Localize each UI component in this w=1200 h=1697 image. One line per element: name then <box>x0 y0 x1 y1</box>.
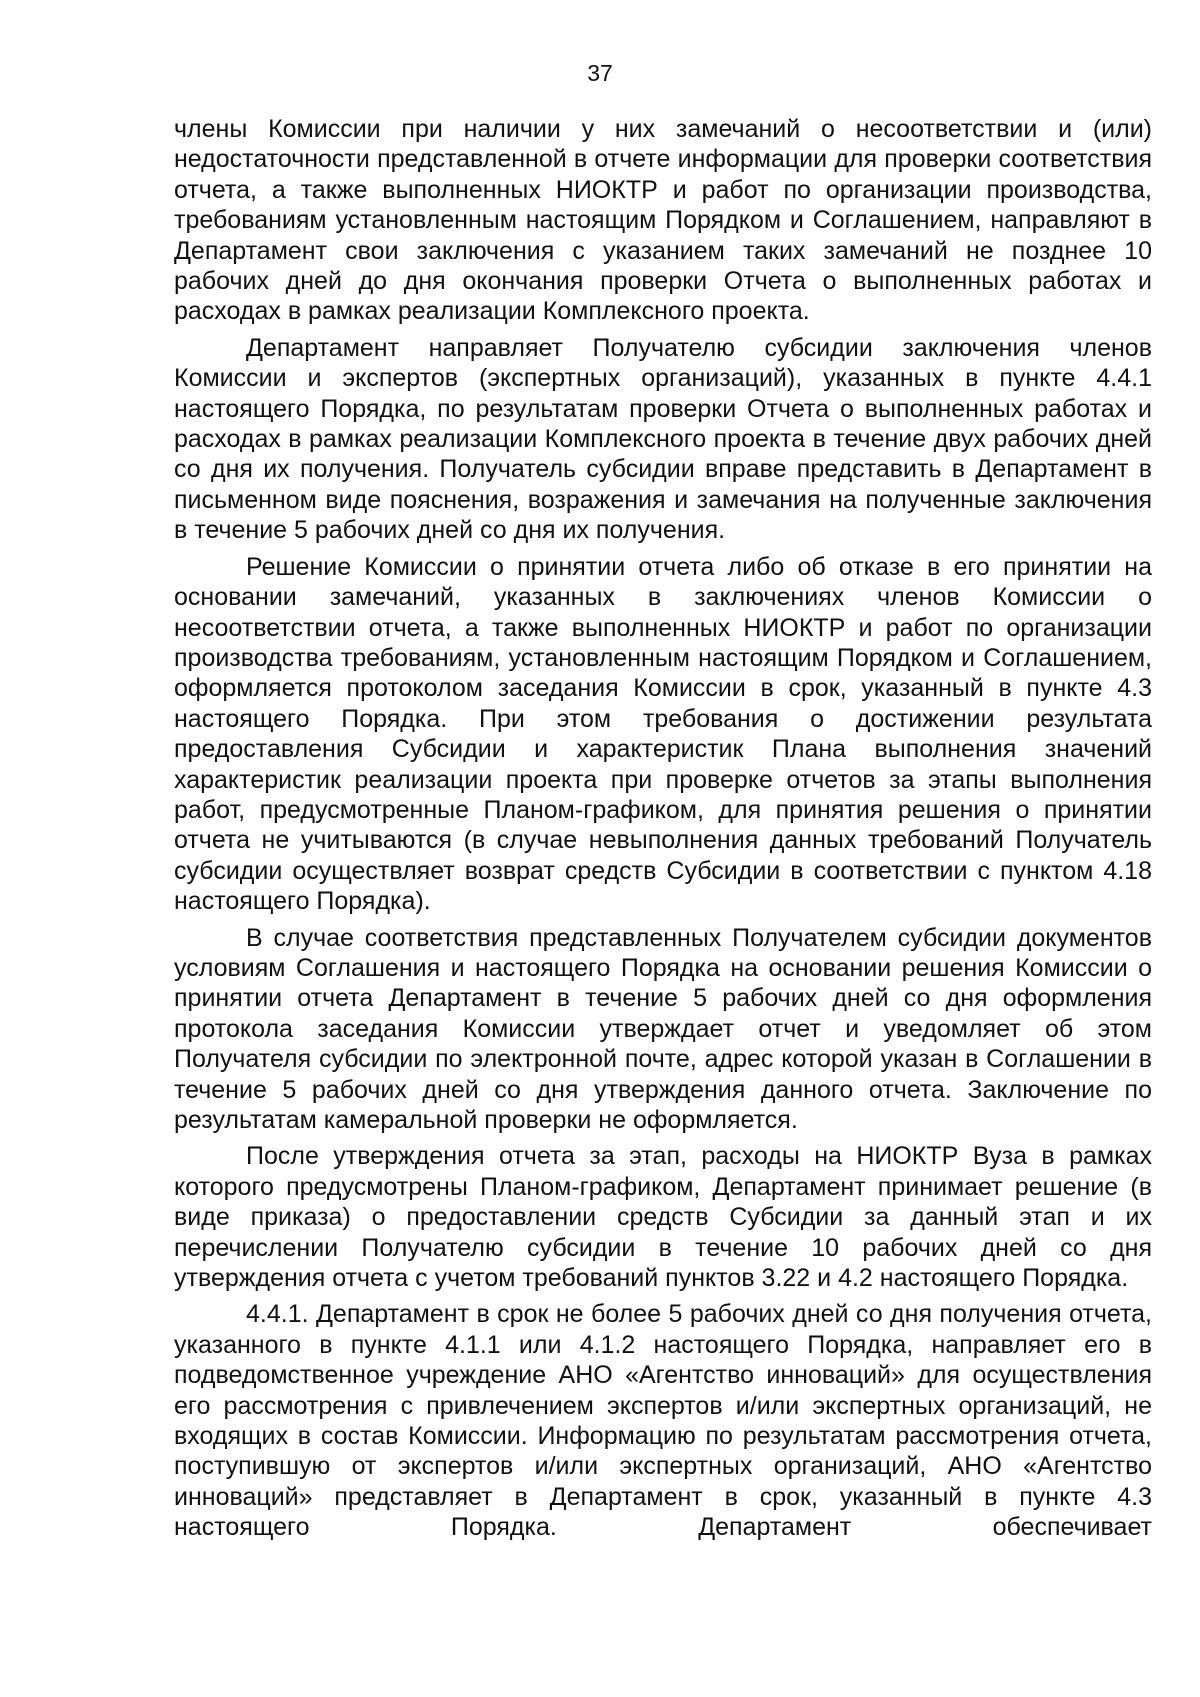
paragraph: Департамент направляет Получателю субсидии заключения членов Комиссии и экспертов (экспертных организаций), указанных в пункте 4.4.1 настоящего Порядка, по результатам проверки Отчета о выполненных работах и расходах в рамках реализации Комплексного проекта в течение двух рабочих дней со дня их получения. Получатель субсидии вправе представить в Департамент в письменном виде пояснения, возражения и замечания на полученные заключения в течение 5 рабочих дней со дня их получения. <box>174 333 1152 545</box>
document-body <box>174 114 1152 1549</box>
page-number: 37 <box>587 60 613 86</box>
paragraph: Решение Комиссии о принятии отчета либо об отказе в его принятии на основании замечаний, указанных в заключениях членов Комиссии о несоответствии отчета, а также выполненных НИОКТР и работ по организации производства требованиям, установленным настоящим Порядком и Соглашением, оформляется протоколом заседания Комиссии в срок, указанный в пункте 4.3 настоящего Порядка. При этом требования о достижении результата предоставления Субсидии и характеристик Плана выполнения значений характеристик реализации проекта при проверке отчетов за этапы выполнения работ, предусмотренные Планом-графиком, для принятия решения о принятии отчета не учитываются (в случае невыполнения данных требований Получатель субсидии осуществляет возврат средств Субсидии в соответствии с пунктом 4.18 настоящего Порядка). <box>174 552 1152 916</box>
paragraph: члены Комиссии при наличии у них замечаний о несоответствии и (или) недостаточности представленной в отчете информации для проверки соответствия отчета, а также выполненных НИОКТР и работ по организации производства, требованиям установленным настоящим Порядком и Соглашением, направляют в Департамент свои заключения с указанием таких замечаний не позднее 10 рабочих дней до дня окончания проверки Отчета о выполненных работах и расходах в рамках реализации Комплексного проекта. <box>174 115 1152 326</box>
paragraph: 4.4.1. Департамент в срок не более 5 рабочих дней со дня получения отчета, указанного в пункте 4.1.1 или 4.1.2 настоящего Порядка, направляет его в подведомственное учреждение АНО «Агентство инноваций» для осуществления его рассмотрения с привлечением экспертов и/или экспертных организаций, не входящих в состав Комиссии. Информацию по результатам рассмотрения отчета, поступившую от экспертов и/или экспертных организаций, АНО «Агентство инноваций» представляет в Департамент в срок, указанный в пункте 4.3 настоящего Порядка. Департамент обеспечивает <box>174 1300 1152 1542</box>
paragraph: В случае соответствия представленных Получателем субсидии документов условиям Соглашения и настоящего Порядка на основании решения Комиссии о принятии отчета Департамент в течение 5 рабочих дней со дня оформления протокола заседания Комиссии утверждает отчет и уведомляет об этом Получателя субсидии по электронной почте, адрес которой указан в Соглашении в течение 5 рабочих дней со дня утверждения данного отчета. Заключение по результатам камеральной проверки не оформляется. <box>174 923 1152 1134</box>
paragraph: После утверждения отчета за этап, расходы на НИОКТР Вуза в рамках которого предусмотрены Планом-графиком, Департамент принимает решение (в виде приказа) о предоставлении средств Субсидии за данный этап и их перечислении Получателю субсидии в течение 10 рабочих дней со дня утверждения отчета с учетом требований пунктов 3.22 и 4.2 настоящего Порядка. <box>174 1142 1152 1293</box>
